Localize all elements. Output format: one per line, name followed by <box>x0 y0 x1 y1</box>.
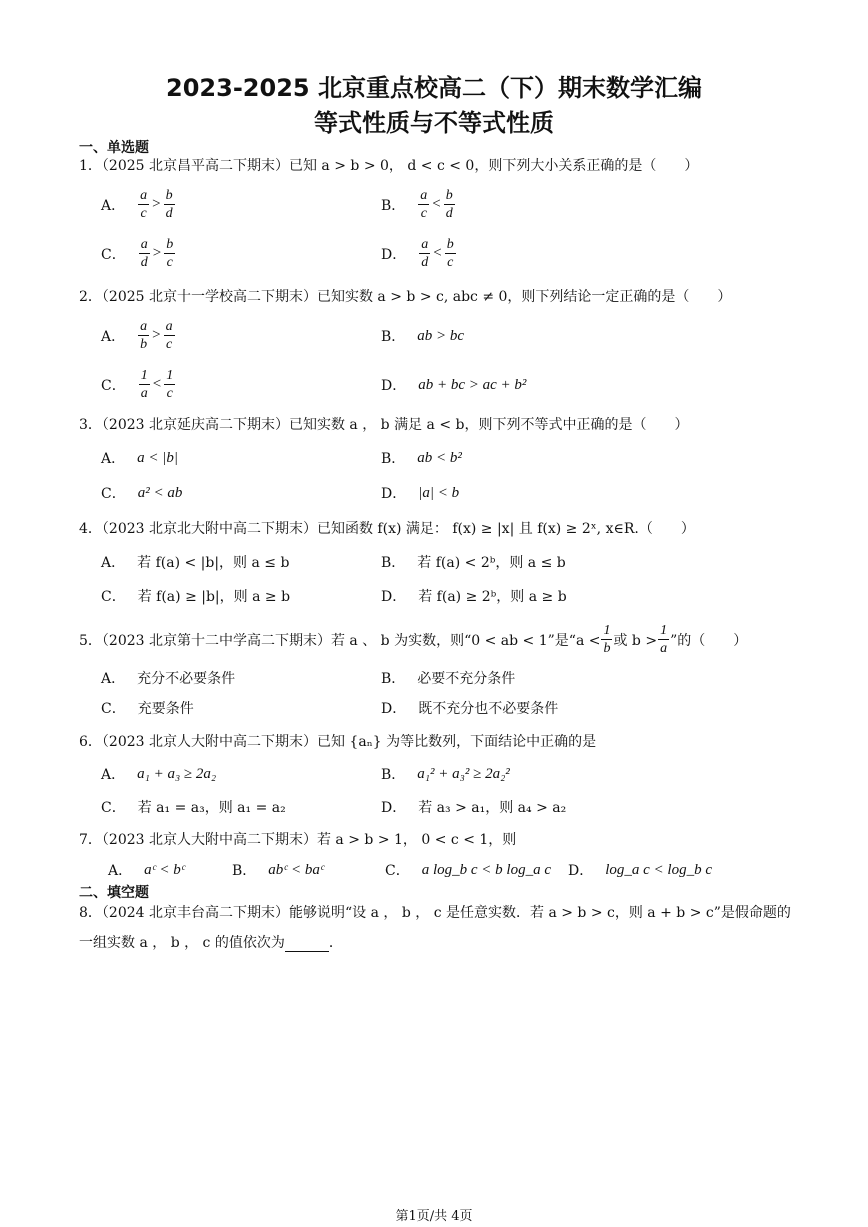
question-4-stem: 4．（2023 北京北大附中高二下期末）已知函数 f(x) 满足： f(x) ≥ |x| 且 f(x) ≥ 2ˣ, x∈R.（ ） <box>79 521 695 537</box>
question-2-option-d: D． ab + bc > ac + b² <box>381 376 527 394</box>
question-2-stem: 2．（2025 北京十一学校高二下期末）已知实数 a > b > c, abc ≠ 0，则下列结论一定正确的是（ ） <box>79 289 732 305</box>
question-7-option-b: B． abᶜ < baᶜ <box>232 861 324 879</box>
question-2-option-b: B． ab > bc <box>381 327 465 345</box>
question-7-option-c: C． a log_b c < b log_a c <box>385 861 551 879</box>
question-6-option-c: C． 若 a₁ = a₃，则 a₁ = a₂ <box>101 800 286 816</box>
question-1-option-b: B． $\frac{a}{c}$ < $\frac{b}{d}$ <box>381 188 453 221</box>
question-7-option-a: A． aᶜ < bᶜ <box>108 861 185 879</box>
fraction: $\frac{a}{d}$ <box>140 237 148 270</box>
question-1-option-d: D． $\frac{a}{d}$ < $\frac{b}{c}$ <box>381 237 454 270</box>
fraction: $\frac{b}{c}$ <box>166 237 174 270</box>
question-3-option-b: B． ab < b² <box>381 449 462 467</box>
question-6-option-b: B． a₁² + a₃² ≥ 2a₂² <box>381 765 510 783</box>
question-4-option-a: A． 若 f(a) < |b|，则 a ≤ b <box>101 555 290 571</box>
question-5-option-d: D． 既不充分也不必要条件 <box>381 701 559 717</box>
question-7-option-d: D． log_a c < log_b c <box>568 861 713 879</box>
fraction: $\frac{b}{d}$ <box>445 188 453 221</box>
fraction: $\frac{1}{c}$ <box>166 368 174 401</box>
question-4-option-d: D． 若 f(a) ≥ 2ᵇ，则 a ≥ b <box>381 589 567 605</box>
question-6-stem: 6．（2023 北京人大附中高二下期末）已知 {aₙ} 为等比数列，下面结论中正确的是 <box>79 734 597 750</box>
question-1-option-c: C． $\frac{a}{d}$ > $\frac{b}{c}$ <box>101 237 174 270</box>
question-5-stem: 5．（2023 北京第十二中学高二下期末）若 a 、 b 为实数，则“0 < ab < 1”是“a < $\frac{1}{b}$ 或 b > $\frac{1}{a}$ ”的（ ） <box>79 623 748 656</box>
page-footer: 第1页/共 4页 <box>395 1209 473 1224</box>
question-1-option-a: A． $\frac{a}{c}$ > $\frac{b}{d}$ <box>101 188 173 221</box>
fraction: $\frac{b}{d}$ <box>165 188 173 221</box>
question-5-option-a: A． 充分不必要条件 <box>101 671 236 687</box>
section-heading-fill-in: 二、填空题 <box>79 885 149 901</box>
fraction: $\frac{a}{c}$ <box>140 188 148 221</box>
question-2-option-c: C． $\frac{1}{a}$ < $\frac{1}{c}$ <box>101 368 174 401</box>
fraction: $\frac{1}{b}$ <box>603 623 611 656</box>
question-3-option-d: D． |a| < b <box>381 484 460 502</box>
document-subtitle: 等式性质与不等式性质 <box>314 109 554 137</box>
fraction: $\frac{b}{c}$ <box>446 237 454 270</box>
question-4-option-c: C． 若 f(a) ≥ |b|，则 a ≥ b <box>101 589 291 605</box>
question-1-stem: 1．（2025 北京昌平高二下期末）已知 a > b > 0， d < c < 0，则下列大小关系正确的是（ ） <box>79 158 699 174</box>
document-title: 2023-2025 北京重点校高二（下）期末数学汇编 <box>166 74 702 102</box>
question-6-option-a: A． a₁ + a₃ ≥ 2a₂ <box>101 765 217 783</box>
question-5-option-c: C． 充要条件 <box>101 701 194 717</box>
question-8-stem-line2: 一组实数 a ， b ， c 的值依次为 ． <box>79 935 343 951</box>
question-3-option-c: C． a² < ab <box>101 484 183 502</box>
question-3-stem: 3．（2023 北京延庆高二下期末）已知实数 a ， b 满足 a < b，则下列不等式中正确的是（ ） <box>79 417 689 433</box>
section-heading-single-choice: 一、单选题 <box>79 140 149 156</box>
question-3-option-a: A． a < |b| <box>101 449 178 467</box>
question-5-option-b: B． 必要不充分条件 <box>381 671 516 687</box>
fraction: $\frac{a}{c}$ <box>420 188 428 221</box>
question-4-option-b: B． 若 f(a) < 2ᵇ，则 a ≤ b <box>381 555 566 571</box>
question-2-option-a: A． $\frac{a}{b}$ > $\frac{a}{c}$ <box>101 319 173 352</box>
question-7-stem: 7．（2023 北京人大附中高二下期末）若 a > b > 1， 0 < c < 1，则 <box>79 832 517 848</box>
fraction: $\frac{1}{a}$ <box>140 368 148 401</box>
fraction: $\frac{1}{a}$ <box>660 623 668 656</box>
answer-blank[interactable] <box>285 937 329 952</box>
question-6-option-d: D． 若 a₃ > a₁，则 a₄ > a₂ <box>381 800 567 816</box>
fraction: $\frac{a}{c}$ <box>165 319 173 352</box>
question-8-stem-line1: 8．（2024 北京丰台高二下期末）能够说明“设 a ， b ， c 是任意实数．若 a > b > c，则 a + b > c”是假命题的 <box>79 905 791 921</box>
fraction: $\frac{a}{b}$ <box>140 319 148 352</box>
fraction: $\frac{a}{d}$ <box>421 237 429 270</box>
